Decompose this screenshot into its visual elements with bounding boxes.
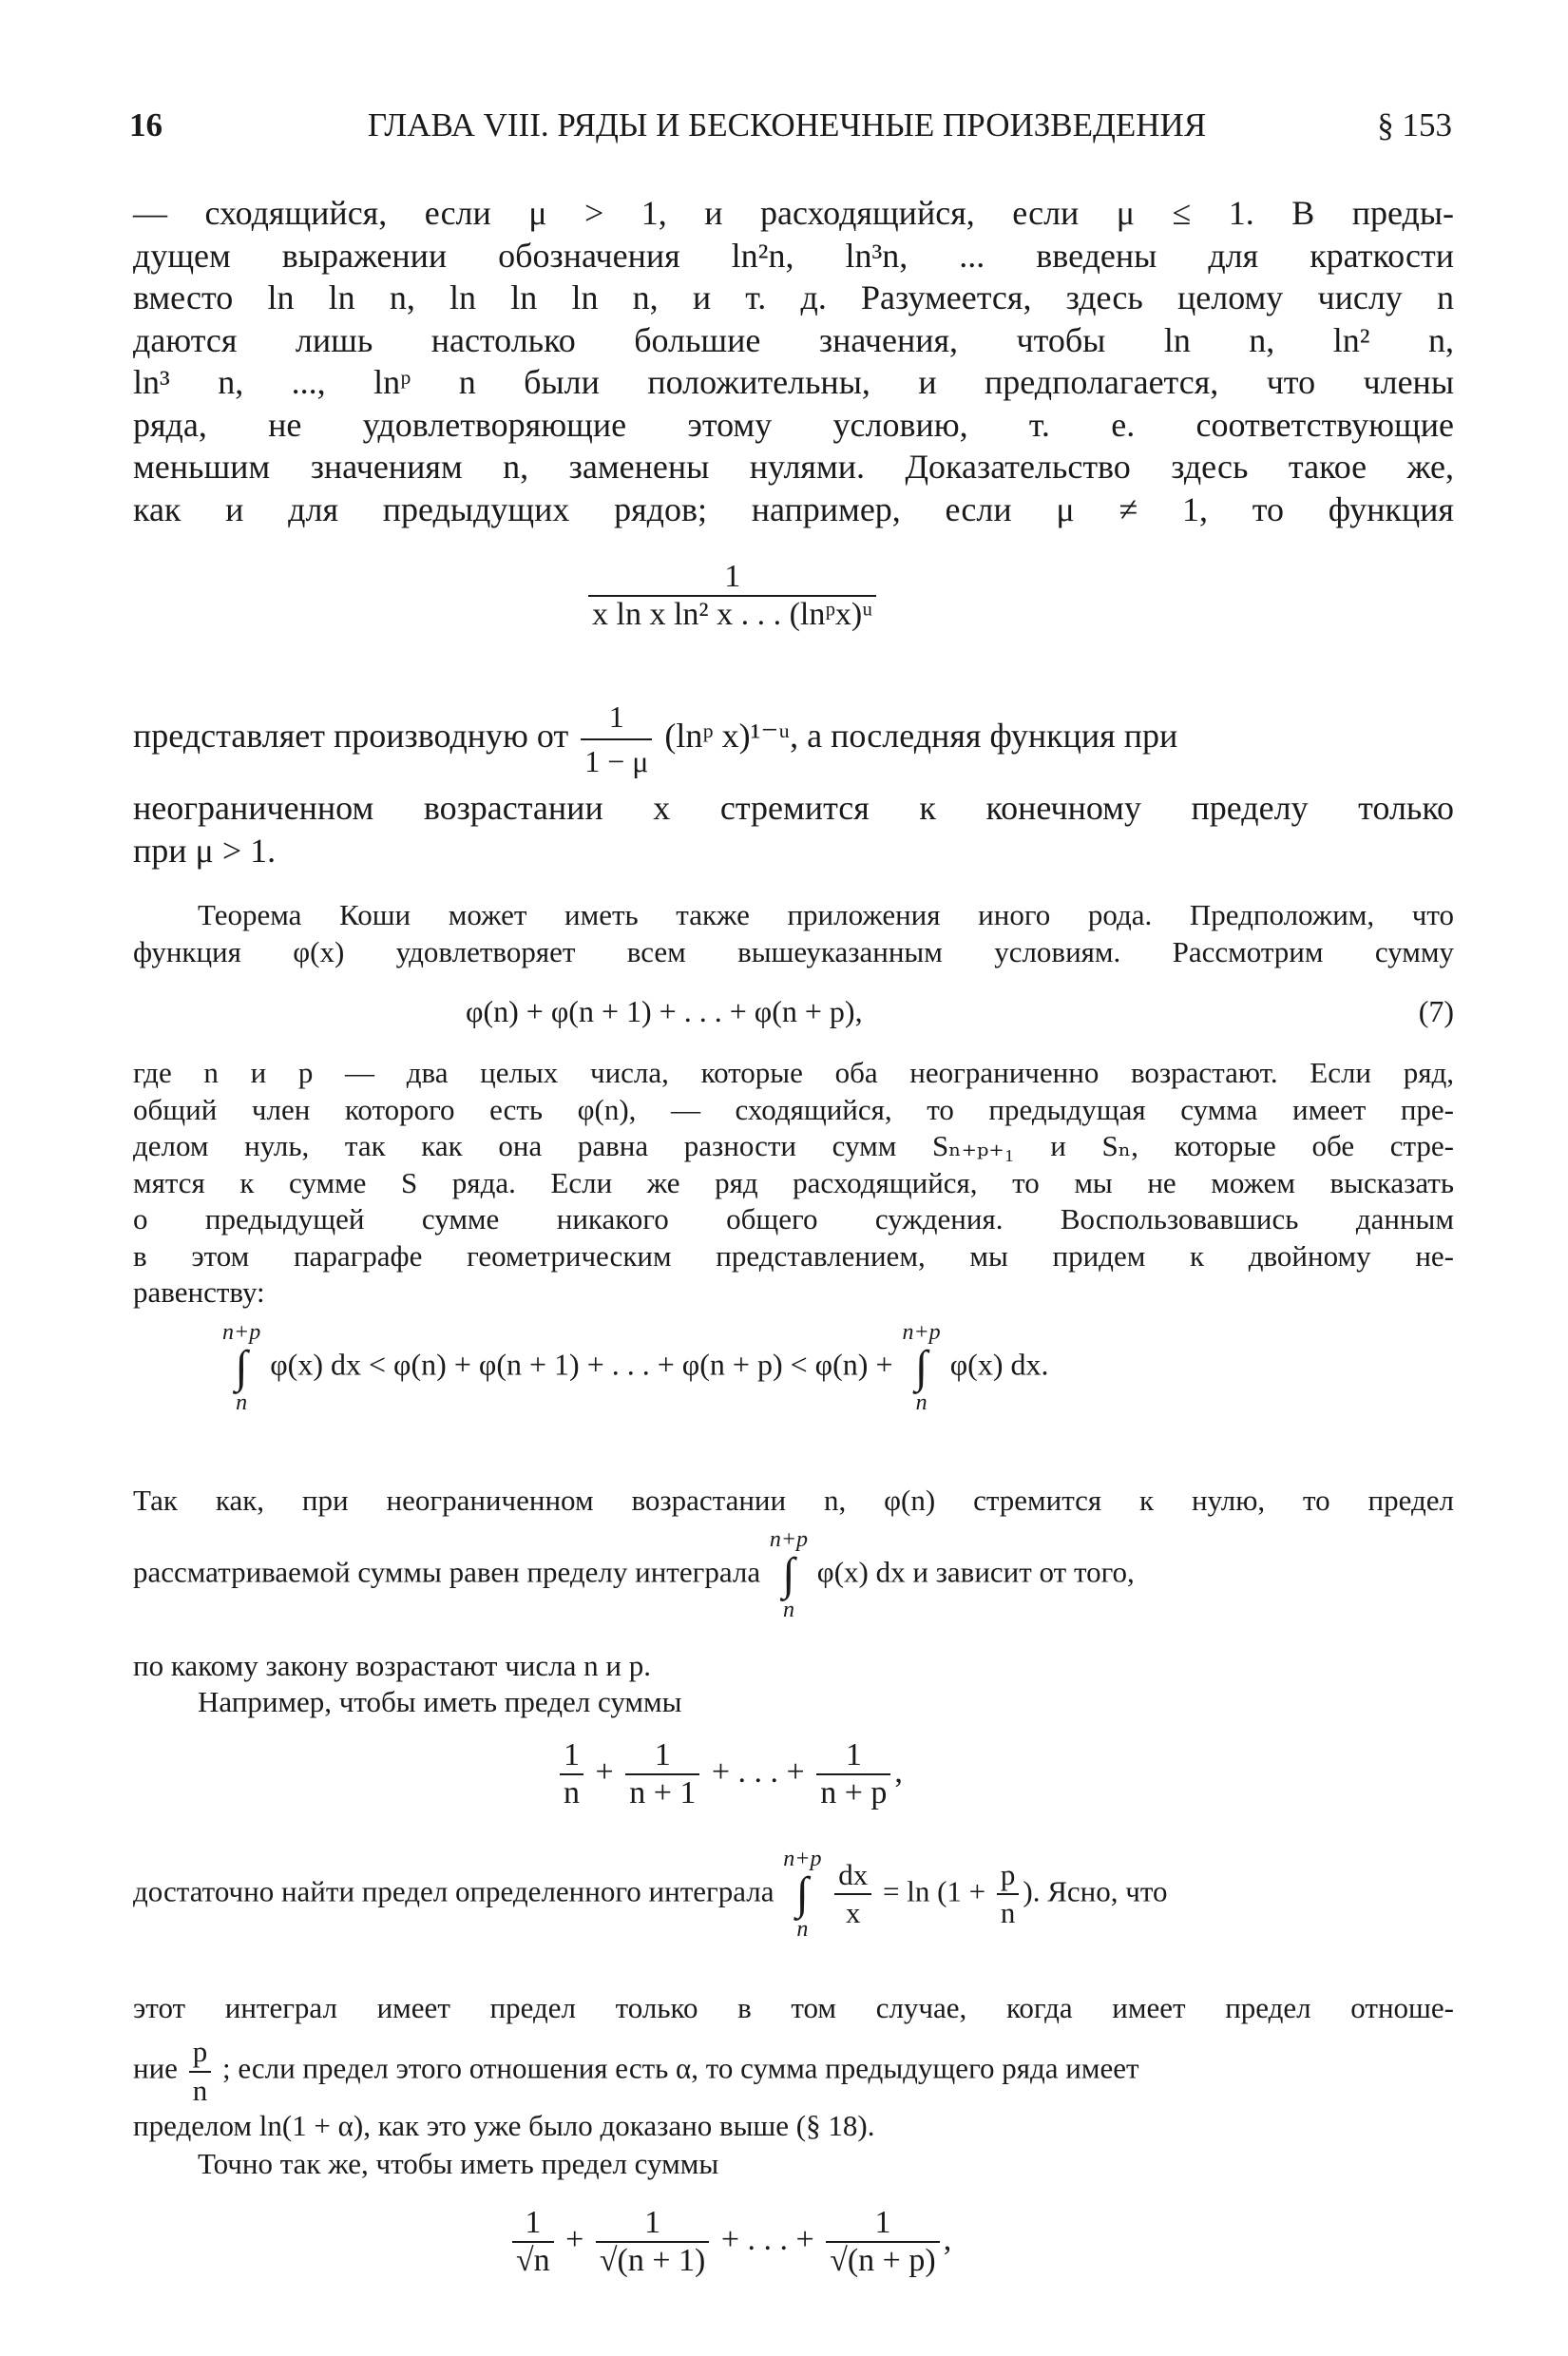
fraction — [997, 1857, 1020, 1932]
integral-sign: ∫ — [782, 1549, 795, 1599]
upper-limit: n+p — [783, 1847, 822, 1871]
paragraph-integral-limit — [133, 1528, 1454, 1621]
text-line: ln³ n, ..., lnᵖ n были положительны, и предполагается, что члены — [133, 363, 1454, 401]
text-line: дущем выражении обозначения ln²n, ln³n, ... введены для краткости — [133, 236, 1454, 275]
text-line: функция φ(x) удовлетворяет всем вышеуказанным условиям. Рассмотрим сумму — [133, 934, 1454, 968]
denominator: n — [997, 1893, 1020, 1932]
denominator: x — [834, 1893, 871, 1932]
text-line: ряда, не удовлетворяющие этому условию, т. е. соответствующие — [133, 405, 1454, 444]
numerator: 1 — [845, 1737, 862, 1772]
page-number: 16 — [129, 106, 163, 144]
text-line-ratio — [133, 2034, 1454, 2109]
numerator: p — [1000, 1857, 1016, 1891]
fraction — [588, 559, 876, 633]
fraction — [189, 2034, 212, 2109]
expression: (lnᵖ x)¹⁻ᵘ — [664, 716, 791, 755]
text-line: пределом ln(1 + α), как это уже было доказано выше (§ 18). — [133, 2109, 875, 2142]
chapter-title: ГЛАВА VIII. РЯДЫ И БЕСКОНЕЧНЫЕ ПРОИЗВЕДЕНИЯ — [367, 106, 1207, 144]
upper-limit: n+p — [769, 1527, 809, 1552]
denominator: √(n + 1) — [596, 2241, 709, 2279]
upper-limit: n+p — [902, 1320, 941, 1345]
integral-sign: ∫ — [795, 1868, 809, 1919]
numerator: 1 — [608, 699, 624, 734]
text-line: при μ > 1. — [133, 832, 277, 870]
text-line: о предыдущей сумме никакого общего суждения. Воспользовавшись данным — [133, 1202, 1454, 1235]
expression: φ(n) + φ(n + 1) + . . . + φ(n + p) < φ(n) + — [393, 1347, 893, 1382]
formula-sqrt-sum — [508, 2205, 951, 2279]
text-line: Теорема Коши может иметь также приложения иного рода. Предположим, что — [198, 898, 1454, 931]
lower-limit: n — [236, 1390, 248, 1416]
denominator: n — [189, 2071, 212, 2110]
denominator: √(n + p) — [826, 2241, 939, 2279]
fraction — [596, 2205, 709, 2279]
expression: = ln (1 + — [882, 1874, 986, 1908]
operator: + . . . + — [720, 2221, 814, 2257]
text-line: где n и p — два целых числа, которые оба неограниченно возрастают. Если ряд, — [133, 1056, 1454, 1089]
fraction — [816, 1737, 890, 1811]
denominator: √n — [512, 2241, 554, 2279]
integral — [783, 1848, 821, 1941]
text-line: в этом параграфе геометрическим представлением, мы придем к двойному не- — [133, 1238, 1454, 1273]
integral — [770, 1528, 808, 1621]
upper-limit: n+p — [222, 1320, 261, 1345]
text-line: как и для предыдущих рядов; например, если μ ≠ 1, то функция — [133, 489, 1454, 528]
expression: ). — [1023, 1874, 1041, 1908]
text-line: Так как, при неограниченном возрастании n, φ(n) стремится к нулю, то предел — [133, 1484, 1454, 1517]
numerator: p — [192, 2035, 208, 2068]
text: ние — [133, 2051, 178, 2085]
text: представляет производную от — [133, 716, 569, 755]
paragraph-definite-integral — [133, 1848, 1454, 1941]
numerator: 1 — [564, 1737, 580, 1772]
expression: φ(x) dx < — [270, 1347, 387, 1382]
numerator: 1 — [724, 559, 741, 594]
text-line: меньшим значениям n, заменены нулями. Доказательство здесь такое же, — [133, 448, 1454, 486]
fraction — [581, 696, 652, 782]
paragraph-cauchy-theorem — [133, 897, 1454, 970]
formula-double-inequality — [220, 1321, 1048, 1414]
fraction — [834, 1857, 871, 1932]
fraction — [826, 2205, 939, 2279]
text-line: — сходящийся, если μ > 1, и расходящийся, если μ ≤ 1. В преды- — [133, 194, 1454, 232]
operator: + . . . + — [711, 1753, 805, 1790]
numerator: 1 — [644, 2205, 661, 2240]
fraction — [512, 2205, 554, 2279]
text-line: даются лишь настолько большие значения, чтобы ln n, ln² n, — [133, 320, 1454, 359]
text-line: мятся к сумме S ряда. Если же ряд расходящийся, то мы не можем высказать — [133, 1165, 1454, 1199]
equation-number: (7) — [1418, 994, 1454, 1028]
numerator: 1 — [525, 2205, 542, 2240]
lower-limit: n — [782, 1598, 794, 1623]
section-number: § 153 — [1377, 106, 1452, 144]
integral — [222, 1321, 260, 1414]
denominator: 1 − μ — [581, 738, 652, 783]
punctuation: , — [943, 2221, 952, 2257]
denominator: n + 1 — [625, 1773, 699, 1811]
punctuation: , — [894, 1753, 903, 1790]
formula-function — [584, 559, 880, 633]
numerator: dx — [838, 1857, 869, 1891]
paragraph-sum-limit — [133, 1055, 1454, 1312]
text-line: делом нуль, так как она равна разности сумм Sₙ₊ₚ₊₁ и Sₙ, которые обе стре- — [133, 1129, 1454, 1162]
integral — [902, 1321, 940, 1414]
paragraph-convergence — [133, 192, 1454, 530]
denominator: x ln x ln² x . . . (lnᵖx)ᵘ — [588, 595, 876, 633]
lower-limit: n — [915, 1390, 927, 1416]
fraction — [625, 1737, 699, 1811]
formula-harmonic-sum — [556, 1737, 903, 1811]
text-line: этот интеграл имеет предел только в том случае, когда имеет предел отноше- — [133, 1991, 1454, 2024]
operator: + — [565, 2221, 584, 2257]
text-line: Например, чтобы иметь предел суммы — [198, 1685, 682, 1718]
lower-limit: n — [796, 1917, 809, 1943]
expression: φ(x) dx. — [949, 1347, 1049, 1382]
integral-sign: ∫ — [235, 1342, 248, 1392]
text: Ясно, что — [1047, 1874, 1168, 1908]
text-line: вместо ln ln n, ln ln ln n, и т. д. Разумеется, здесь целому числу n — [133, 278, 1454, 316]
text: достаточно найти предел определенного интеграла — [133, 1874, 774, 1908]
text: , а последняя функция при — [790, 716, 1178, 755]
text-line: общий член которого есть φ(n), — сходящийся, то предыдущая сумма имеет пре- — [133, 1092, 1454, 1126]
text-line: равенству: — [133, 1275, 265, 1309]
paragraph-derivative — [133, 696, 1454, 782]
numerator: 1 — [654, 1737, 671, 1772]
text: ; если предел этого отношения есть α, то сумма предыдущего ряда имеет — [221, 2051, 1139, 2085]
text: рассматриваемой суммы равен пределу интеграла — [133, 1555, 761, 1589]
denominator: n — [560, 1773, 583, 1811]
integral-sign: ∫ — [915, 1342, 928, 1392]
operator: + — [595, 1753, 614, 1790]
numerator: 1 — [874, 2205, 891, 2240]
fraction — [560, 1737, 583, 1811]
running-header — [122, 106, 1452, 154]
denominator: n + p — [816, 1773, 890, 1811]
formula-sum-7: φ(n) + φ(n + 1) + . . . + φ(n + p), — [466, 994, 863, 1028]
text-line: Точно так же, чтобы иметь предел суммы — [198, 2147, 719, 2180]
text-line: по какому закону возрастают числа n и p. — [133, 1649, 651, 1682]
text: φ(x) dx и зависит от того, — [816, 1555, 1135, 1589]
text-line: неограниченном возрастании x стремится к конечному пределу только — [133, 789, 1454, 827]
